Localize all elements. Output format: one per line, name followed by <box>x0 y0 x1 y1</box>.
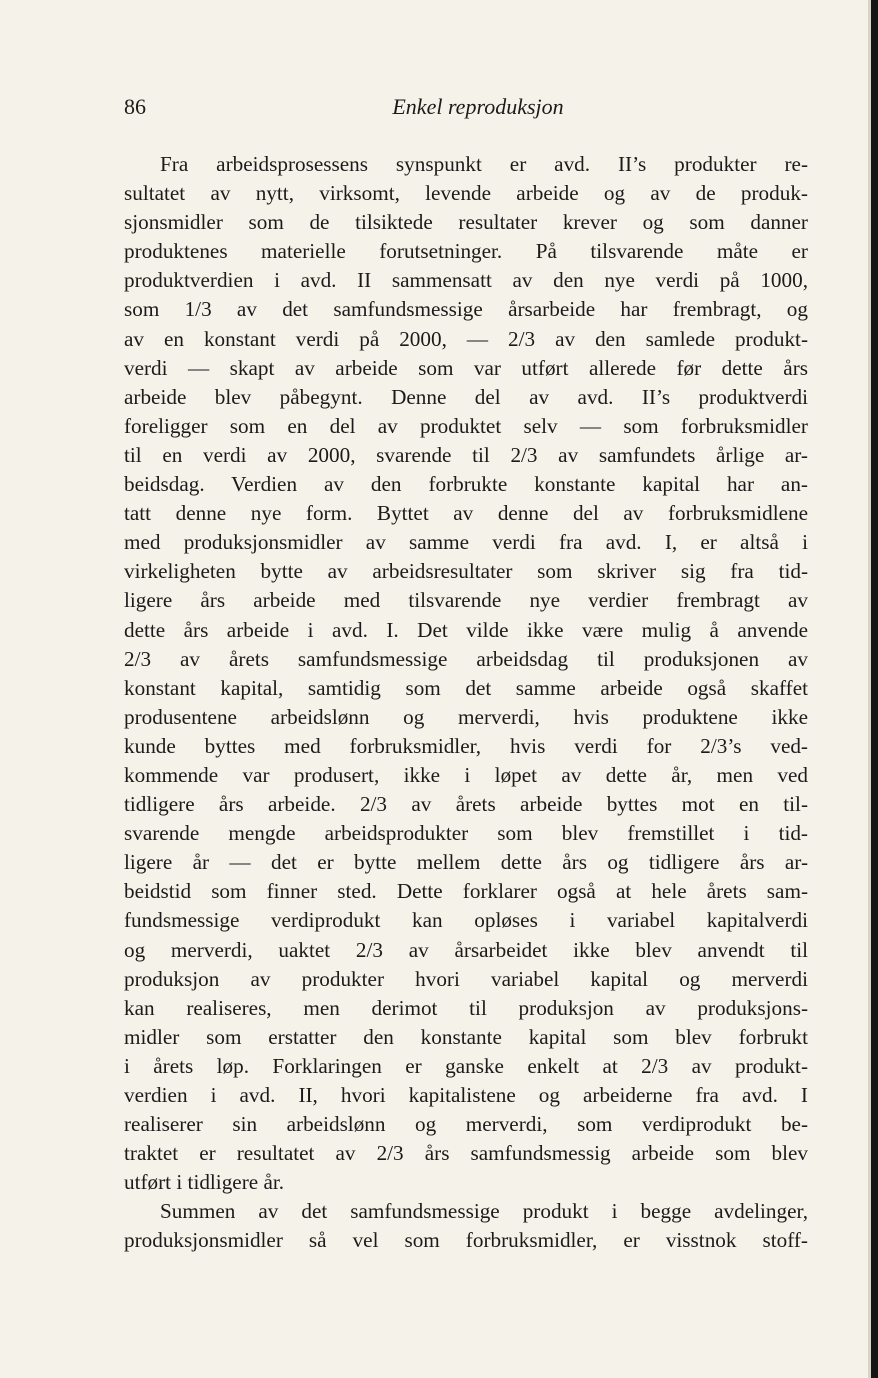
text-line: traktet er resultatet av 2/3 års samfundsmessig arbeide som blev <box>124 1141 808 1166</box>
body-text <box>124 150 808 1256</box>
text-line: produksjon av produkter hvori variabel kapital og merverdi <box>124 966 808 991</box>
text-line: i årets løp. Forklaringen er ganske enkelt at 2/3 av produkt- <box>124 1053 808 1078</box>
text-line: utført i tidligere år. <box>124 1170 285 1195</box>
text-line: Fra arbeidsprosessens synspunkt er avd. II’s produkter re- <box>160 152 808 176</box>
text-line: kommende var produsert, ikke i løpet av dette år, men ved <box>124 762 808 787</box>
text-line: produsentene arbeidslønn og merverdi, hvis produktene ikke <box>124 704 808 729</box>
text-line: tatt denne nye form. Byttet av denne del av forbruksmidlene <box>124 501 808 526</box>
text-line: produktverdien i avd. II sammensatt av den nye verdi på 1000, <box>124 268 808 293</box>
text-line: kunde byttes med forbruksmidler, hvis verdi for 2/3’s ved- <box>124 733 808 758</box>
text-line: midler som erstatter den konstante kapital som blev forbrukt <box>124 1024 808 1049</box>
text-line: dette års arbeide i avd. I. Det vilde ikke være mulig å anvende <box>124 617 808 642</box>
text-line: verdi — skapt av arbeide som var utført allerede før dette års <box>124 355 808 380</box>
text-line: sjonsmidler som de tilsiktede resultater krever og som danner <box>124 210 808 235</box>
text-line: ligere år — det er bytte mellem dette års og tidligere års ar- <box>124 850 808 875</box>
text-line: verdien i avd. II, hvori kapitalistene og arbeiderne fra avd. I <box>124 1083 808 1107</box>
text-line: beidsdag. Verdien av den forbrukte konstante kapital har an- <box>124 472 808 497</box>
text-line: tidligere års arbeide. 2/3 av årets arbeide byttes mot en til- <box>124 792 808 817</box>
text-line: Summen av det samfundsmessige produkt i begge avdelinger, <box>160 1199 808 1224</box>
text-line: ligere års arbeide med tilsvarende nye verdier frembragt av <box>124 588 808 613</box>
text-line: arbeide blev påbegynt. Denne del av avd. II’s produktverdi <box>124 384 808 409</box>
text-line: 2/3 av årets samfundsmessige arbeidsdag til produksjonen av <box>124 646 808 671</box>
text-line: virkeligheten bytte av arbeidsresultater som skriver sig fra tid- <box>124 559 808 584</box>
text-line: foreligger som en del av produktet selv — som forbruksmidler <box>124 413 808 438</box>
text-line: konstant kapital, samtidig som det samme arbeide også skaffet <box>124 675 808 700</box>
text-line: kan realiseres, men derimot til produksjon av produksjons- <box>124 995 808 1020</box>
text-line: fundsmessige verdiprodukt kan opløses i variabel kapitalverdi <box>124 908 808 933</box>
text-line: svarende mengde arbeidsprodukter som blev fremstillet i tid- <box>124 821 808 846</box>
text-line: realiserer sin arbeidslønn og merverdi, som verdiprodukt be- <box>124 1112 808 1137</box>
text-line: produksjonsmidler så vel som forbruksmidler, er visstnok stoff- <box>124 1228 808 1253</box>
text-line: med produksjonsmidler av samme verdi fra avd. I, er altså i <box>124 530 808 555</box>
running-title: Enkel reproduksjon <box>392 94 564 119</box>
scan-border <box>871 0 878 1378</box>
page-header <box>124 94 808 128</box>
text-line: sultatet av nytt, virksomt, levende arbeide og av de produk- <box>124 181 808 206</box>
text-line: produktenes materielle forutsetninger. På tilsvarende måte er <box>124 239 808 264</box>
text-line: som 1/3 av det samfundsmessige årsarbeide har frembragt, og <box>124 297 808 322</box>
text-line: til en verdi av 2000, svarende til 2/3 av samfundets årlige ar- <box>124 442 808 467</box>
text-line: beidstid som finner sted. Dette forklarer også at hele årets sam- <box>124 879 808 904</box>
text-line: og merverdi, uaktet 2/3 av årsarbeidet ikke blev anvendt til <box>124 937 808 962</box>
paragraph-2 <box>124 1197 808 1255</box>
paragraph-1 <box>124 150 808 1197</box>
text-line: av en konstant verdi på 2000, — 2/3 av den samlede produkt- <box>124 326 808 351</box>
page-number: 86 <box>124 94 146 119</box>
